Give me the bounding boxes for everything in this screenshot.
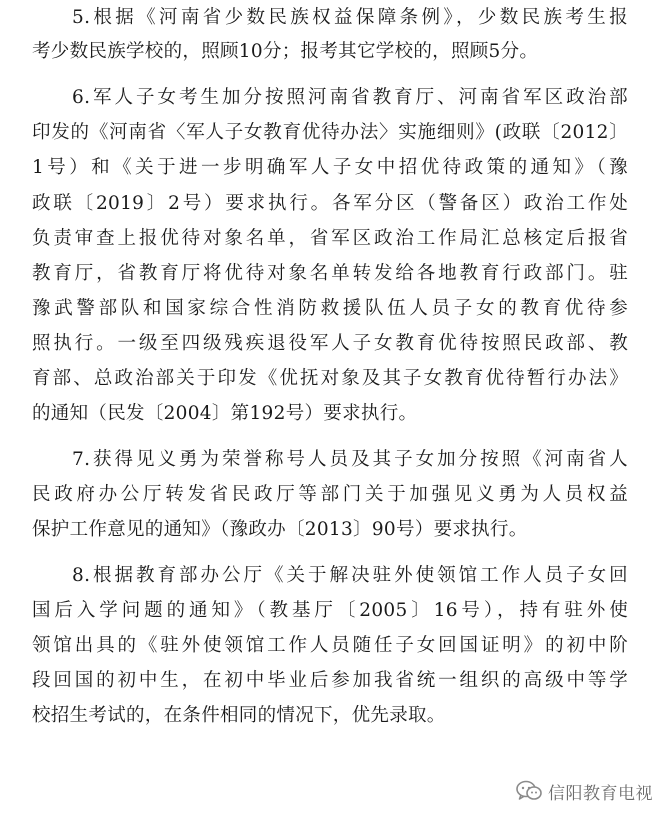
text-line: 民政府办公厅转发省民政厅等部门关于加强见义勇为人员权益 xyxy=(32,484,628,505)
text-line: 教育厅，省教育厅将优待对象名单转发给各地教育行政部门。驻 xyxy=(32,263,628,284)
watermark-text: 信阳教育电视 xyxy=(548,783,653,804)
text-line: 政联〔2019〕2号）要求执行。各军分区（警备区）政治工作处 xyxy=(32,193,628,214)
text-line: 考少数民族学校的，照顾10分；报考其它学校的，照顾5分。 xyxy=(32,41,539,62)
text-line: 5.根据《河南省少数民族权益保障条例》，少数民族考生报 xyxy=(72,7,628,28)
text-line: 8.根据教育部办公厅《关于解决驻外使领馆工作人员子女回 xyxy=(72,565,628,586)
text-line: 段回国的初中生，在初中毕业后参加我省统一组织的高级中等学 xyxy=(32,670,628,691)
text-line: 校招生考试的，在条件相同的情况下，优先录取。 xyxy=(32,705,446,726)
text-line: 负责审查上报优待对象名单，省军区政治工作局汇总核定后报省 xyxy=(32,228,628,249)
text-line: 7.获得见义勇为荣誉称号人员及其子女加分按照《河南省人 xyxy=(72,449,628,470)
text-line: 豫武警部队和国家综合性消防救援队伍人员子女的教育优待参 xyxy=(32,298,628,319)
text-line: 1号）和《关于进一步明确军人子女中招优待政策的通知》（豫 xyxy=(32,157,628,178)
text-line: 印发的《河南省〈军人子女教育优待办法〉实施细则》(政联〔2012〕 xyxy=(32,122,628,143)
watermark xyxy=(516,777,653,805)
text-line: 领馆出具的《驻外使领馆工作人员随任子女回国证明》的初中阶 xyxy=(32,635,628,656)
text-line: 保护工作意见的通知》（豫政办〔2013〕90号）要求执行。 xyxy=(32,519,528,540)
text-line: 国后入学问题的通知》（教基厅〔2005〕16号），持有驻外使 xyxy=(32,600,628,621)
text-line: 的通知（民发〔2004〕第192号）要求执行。 xyxy=(32,403,418,424)
wechat-icon xyxy=(516,780,542,802)
text-line: 育部、总政治部关于印发《优抚对象及其子女教育优待暂行办法》 xyxy=(32,368,628,389)
text-line: 照执行。一级至四级残疾退役军人子女教育优待按照民政部、教 xyxy=(32,333,628,354)
text-line: 6.军人子女考生加分按照河南省教育厅、河南省军区政治部 xyxy=(72,87,628,108)
